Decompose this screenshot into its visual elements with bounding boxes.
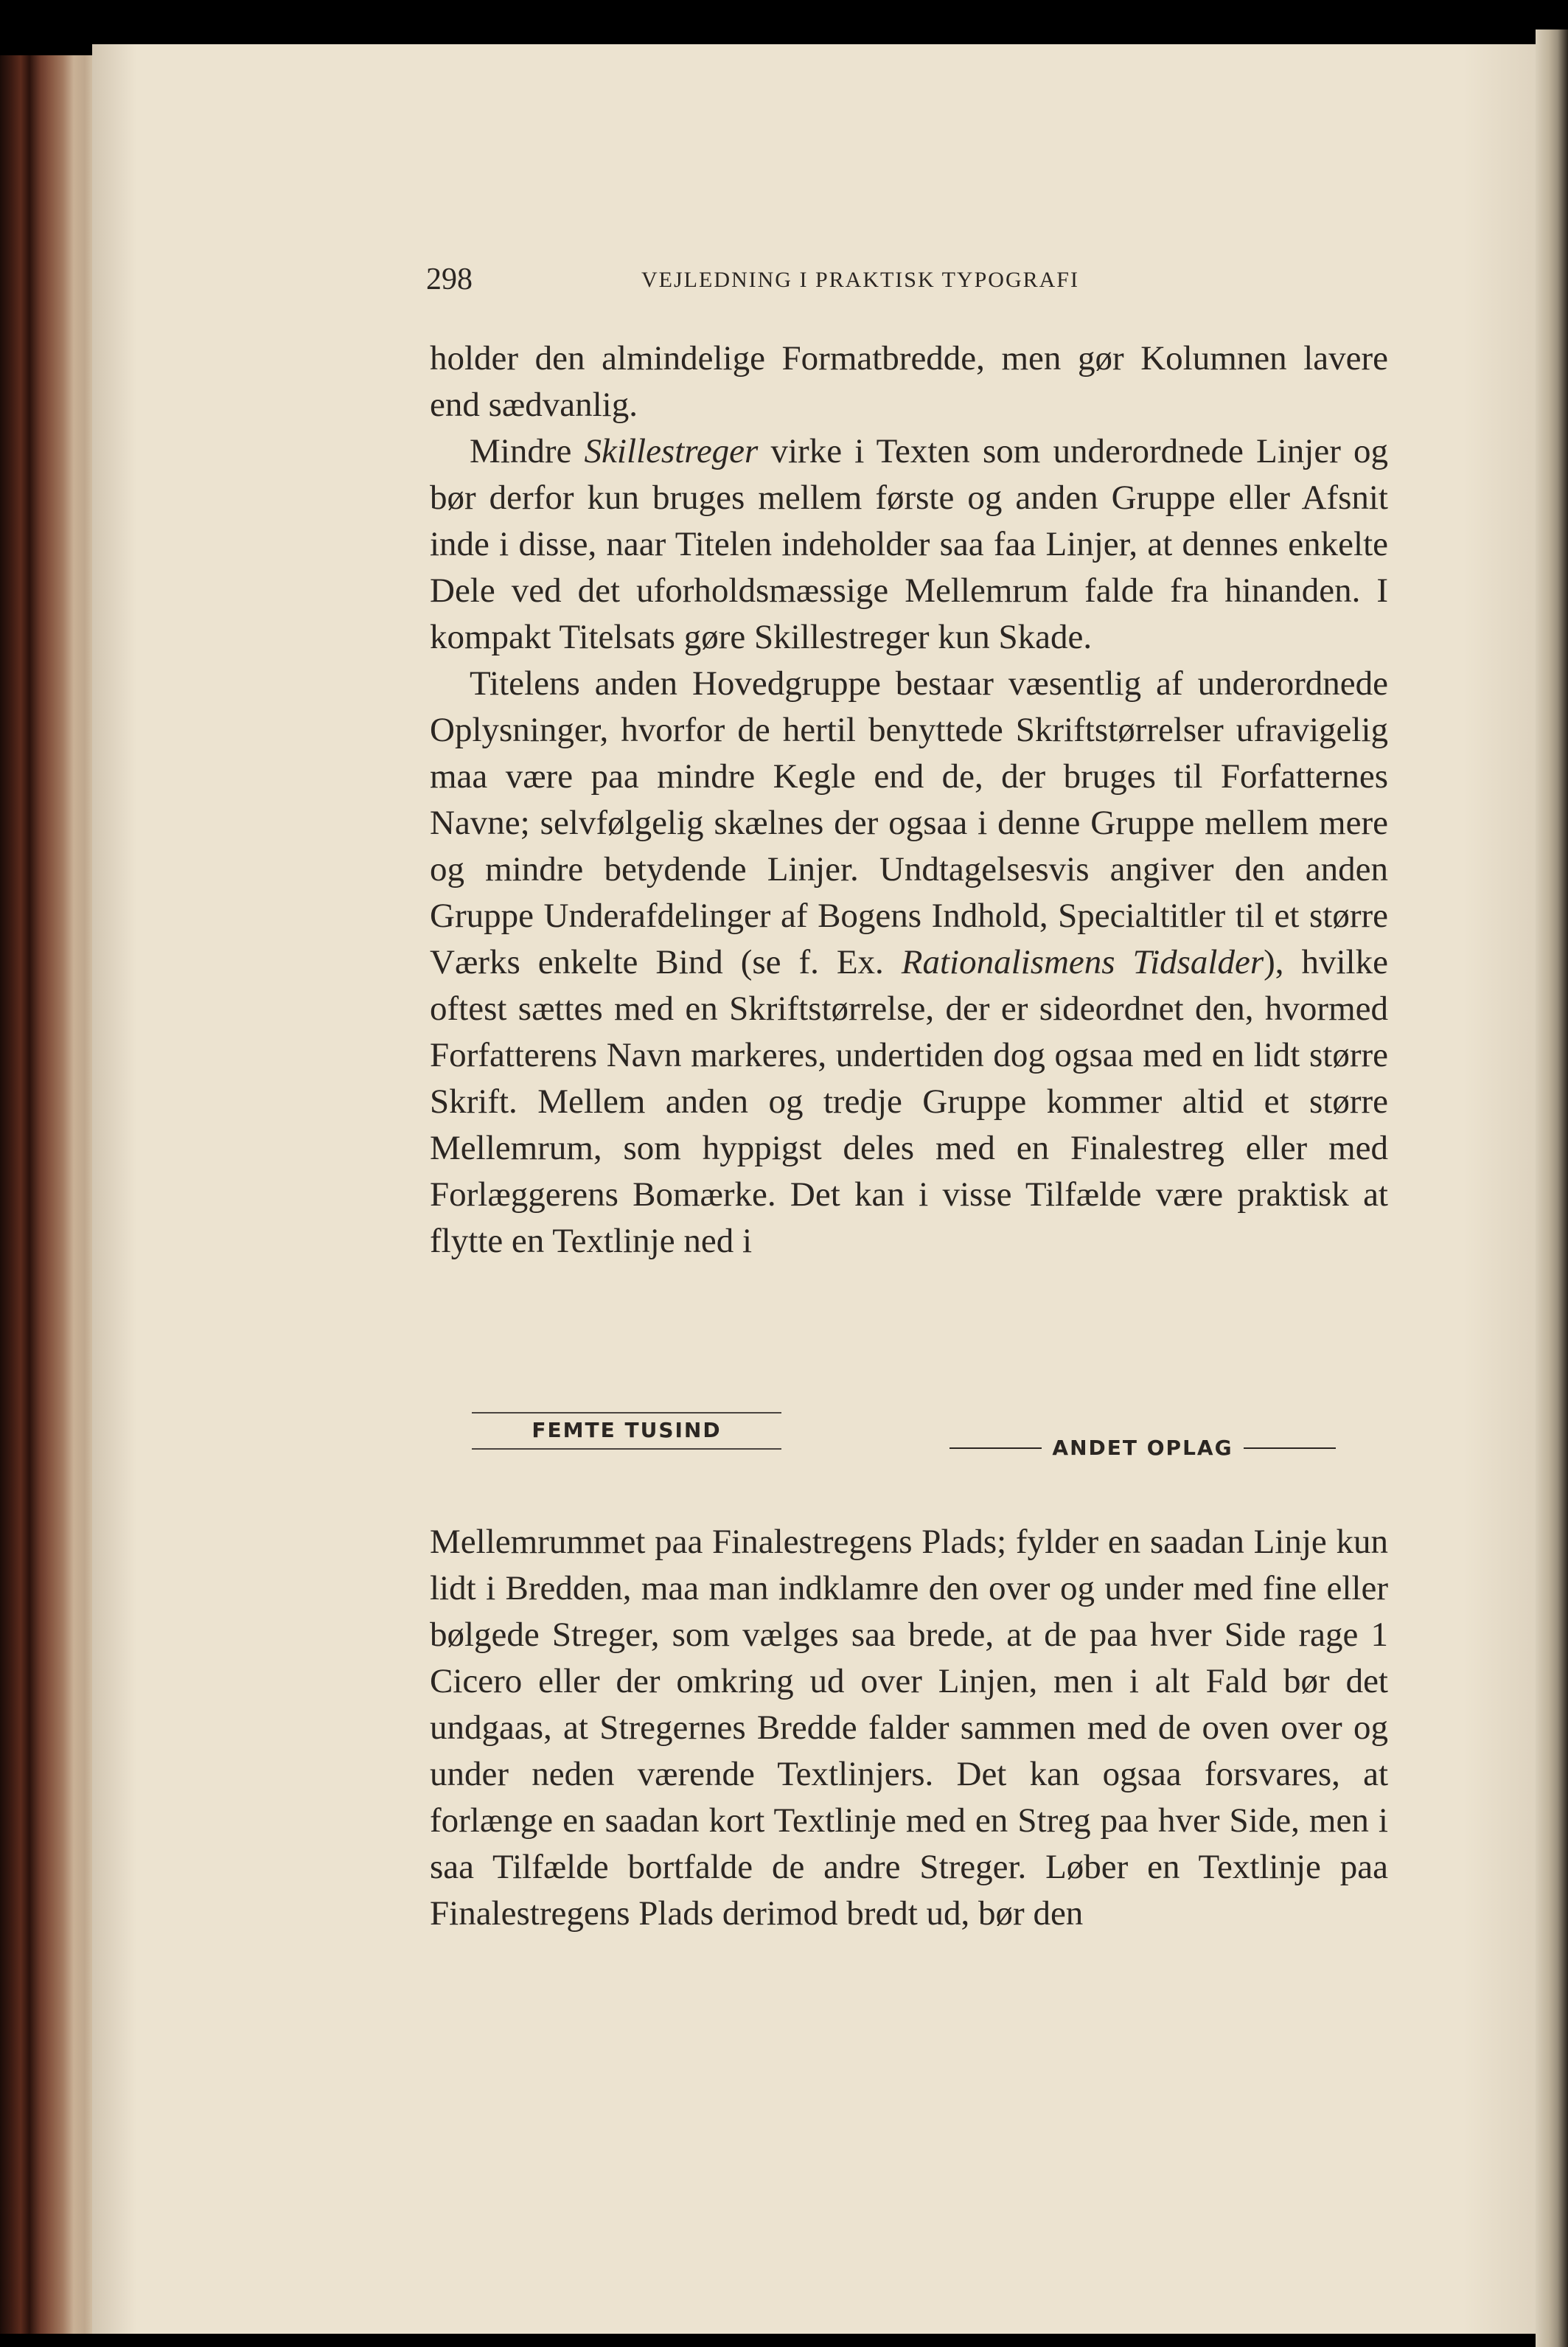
rule-under (472, 1448, 781, 1450)
example-label-right: ANDET OPLAG (1052, 1436, 1233, 1460)
paragraph-skillestreger: Mindre Skillestreger virke i Texten som underordnede Linjer og bør derfor kun bruges mellem første og anden Gruppe eller Afsnit inde i disse, naar Titelen indeholder saa faa Linjer, at dennes enkelte Dele ved det uforholdsmæssige Mellemrum falde fra hinanden. I kompakt Titelsats gøre Skillestreger kun Skade. (430, 432, 1388, 656)
dash-left (949, 1447, 1042, 1449)
italic-term: Rationalismens Tidsalder (901, 943, 1264, 981)
body-text-top (430, 335, 1388, 1265)
book-page-edges (0, 55, 107, 2334)
example-extended-line (914, 1436, 1371, 1460)
running-title: VEJLEDNING I PRAKTISK TYPOGRAFI (641, 268, 1079, 292)
page-right-edge (1536, 29, 1568, 2347)
paragraph-hovedgruppe: Titelens anden Hovedgruppe bestaar væsentlig af underordnede Oplysninger, hvorfor de hertil benyttede Skriftstørrelser ufravigelig maa være paa mindre Kegle end de, der bruges til Forfatternes Navne; selvfølgelig skælnes der ogsaa i denne Gruppe mellem mere og mindre betydende Linjer. Undtagelsesvis angiver den anden Gruppe Underafdelinger af Bogens Indhold, Specialtitler til et større Værks enkelte Bind (se f. Ex. Rationalismens Tidsalder), hvilke oftest sættes med en Skriftstørrelse, der er sideordnet den, hvormed Forfatterens Navn markeres, undertiden dog ogsaa med en lidt større Skrift. Mellem anden og tredje Gruppe kommer altid et større Mellemrum, som hyppigst deles med en Finalestreg eller med Forlæggerens Bomærke. Det kan i visse Tilfælde være praktisk at flytte en Textlinje ned i (430, 664, 1388, 1260)
body-text-bottom (430, 1519, 1388, 1937)
page-number: 298 (426, 262, 473, 296)
paragraph-continuation: holder den almindelige Formatbredde, men gør Kolumnen lavere end sædvanlig. (430, 339, 1388, 424)
example-bracketed-line (472, 1412, 781, 1450)
dash-right (1244, 1447, 1336, 1449)
paragraph-mellemrummet: Mellemrummet paa Finalestregens Plads; fylder en saadan Linje kun lidt i Bredden, maa man indklamre den over og under med fine eller bølgede Streger, som vælges saa brede, at de paa hver Side rage 1 Cicero eller der omkring ud over Linjen, men i alt Fald bør det undgaas, at Stregernes Bredde falder sammen med de oven over og under neden værende Textlinjers. Det kan ogsaa forsvares, at forlænge en saadan kort Textlinje med en Streg paa hver Side, men i saa Tilfælde bortfalde de andre Streger. Løber en Textlinje paa Finalestregens Plads derimod bredt ud, bør den (430, 1523, 1388, 1933)
page-header (426, 262, 1399, 306)
example-label-left: FEMTE TUSIND (532, 1418, 722, 1442)
typographic-examples (472, 1412, 1356, 1471)
italic-term: Skillestreger (584, 432, 759, 470)
